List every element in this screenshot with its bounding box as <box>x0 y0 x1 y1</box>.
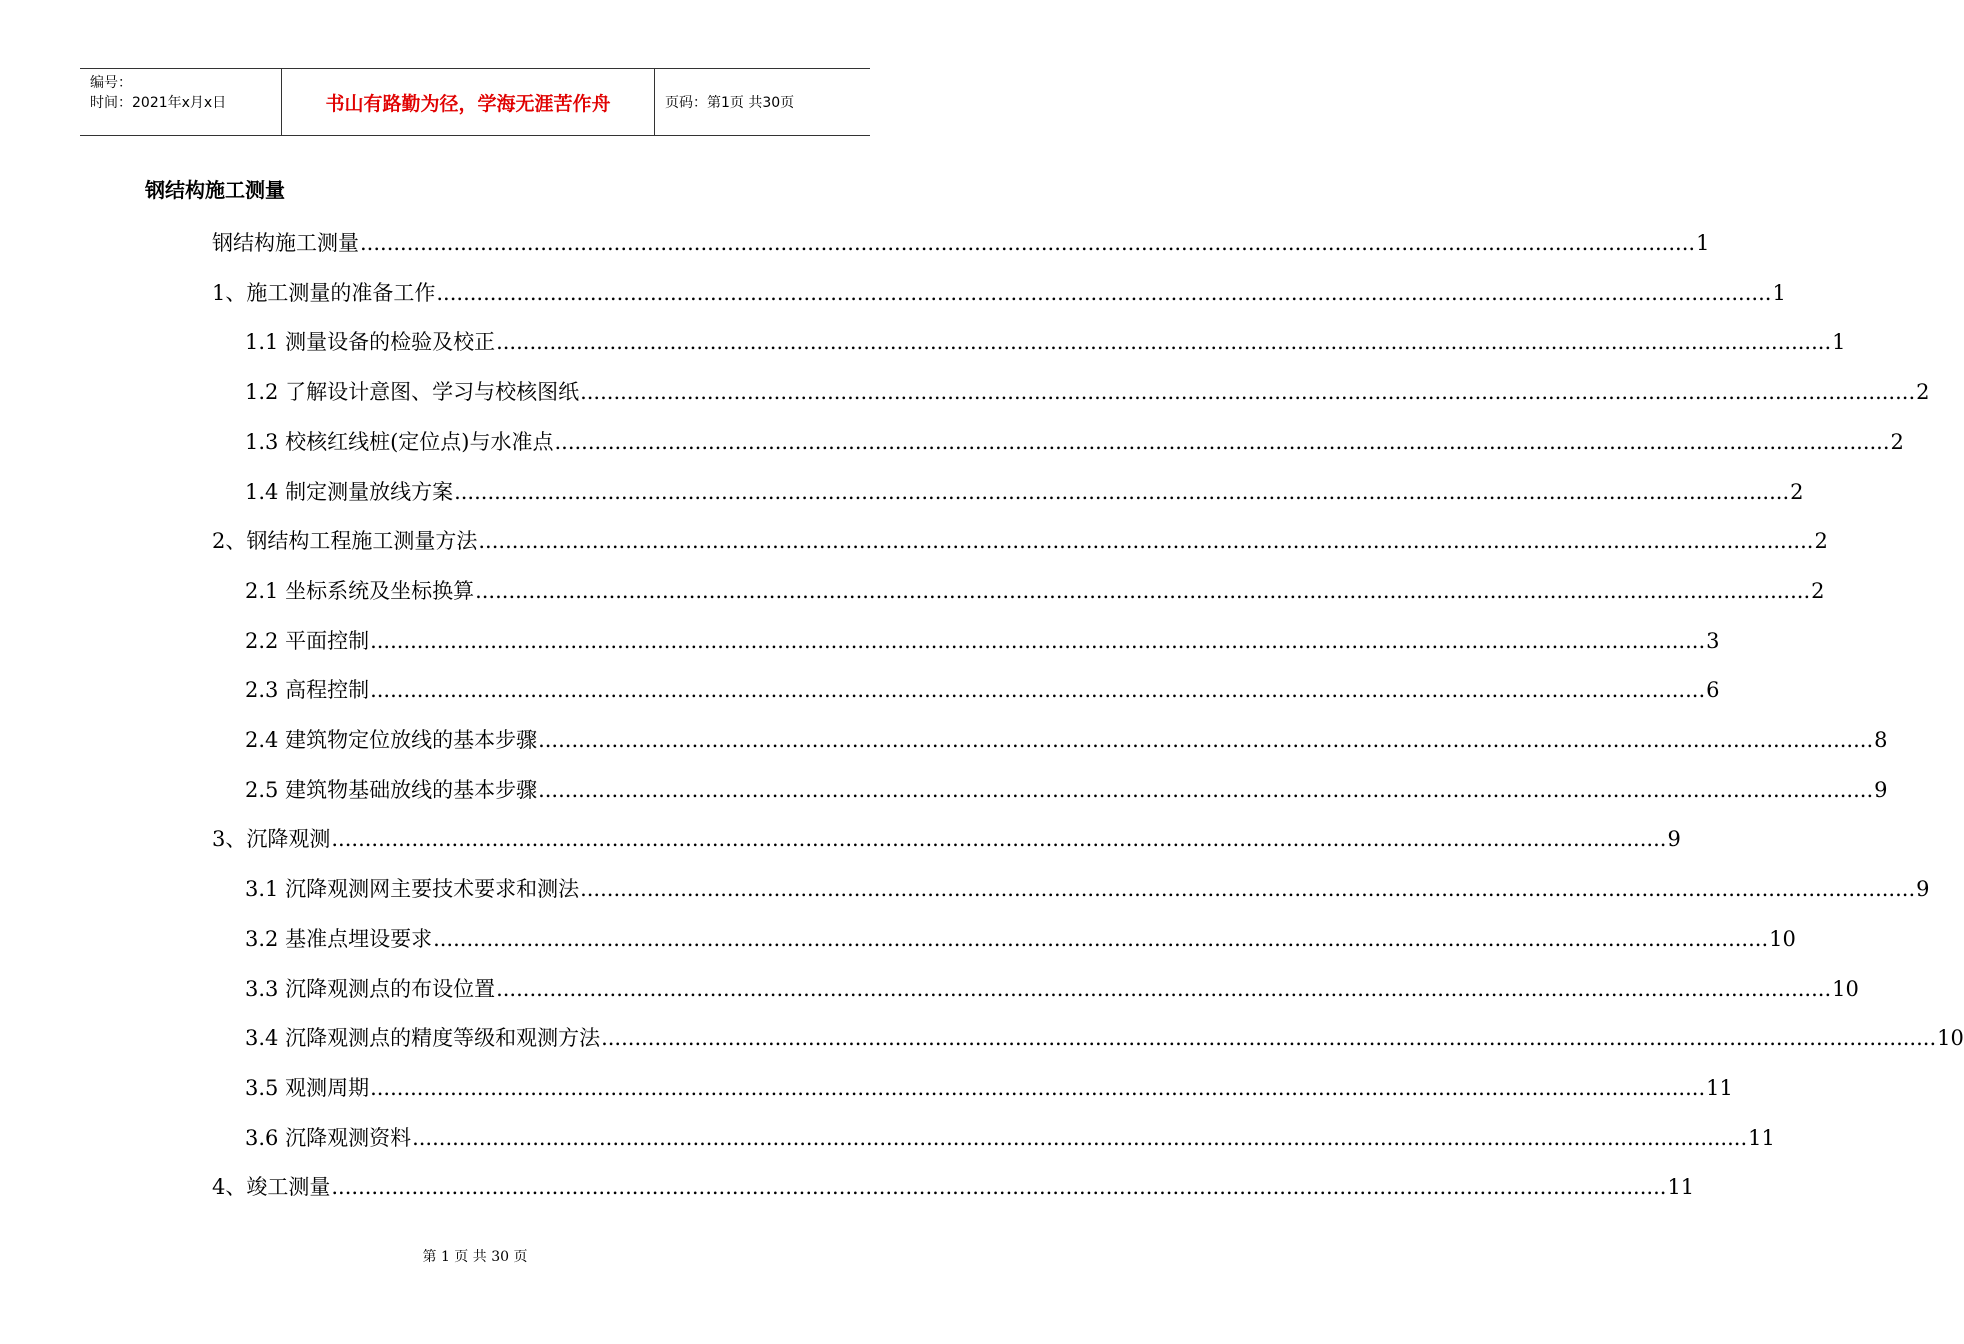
toc-dot-leader: ........................................................................................................................................................................................................ <box>360 231 1696 255</box>
toc-dot-leader: ........................................................................................................................................................................................................ <box>331 1175 1667 1200</box>
toc-entry[interactable] <box>245 719 1888 755</box>
toc-entry-title: 4、竣工测量 <box>212 1175 331 1200</box>
toc-entry[interactable] <box>245 421 1904 457</box>
toc-entry[interactable] <box>212 272 1786 308</box>
toc-entry-title: 2.4 建筑物定位放线的基本步骤 <box>245 728 538 752</box>
header-meta <box>80 69 282 135</box>
toc-entry-page: 2 <box>1814 529 1828 554</box>
date-label: 时间：2021年x月x日 <box>90 95 227 111</box>
toc-dot-leader: ........................................................................................................................................................................................................ <box>475 578 1811 603</box>
toc-entry-page: 10 <box>1769 926 1796 951</box>
toc-entry[interactable] <box>245 620 1720 656</box>
toc-entry[interactable] <box>245 1117 1775 1153</box>
document-title: 钢结构施工测量 <box>145 178 285 202</box>
toc-dot-leader: ........................................................................................................................................................................................................ <box>454 479 1790 504</box>
toc-entry[interactable] <box>212 520 1828 556</box>
toc-entry-title: 3.2 基准点埋设要求 <box>245 926 433 951</box>
toc-entry-page: 9 <box>1916 877 1930 902</box>
toc-entry-title: 3、沉降观测 <box>212 827 331 852</box>
toc-entry[interactable] <box>212 1166 1695 1202</box>
toc-dot-leader: ........................................................................................................................................................................................................ <box>496 976 1832 1001</box>
toc-dot-leader: ........................................................................................................................................................................................................ <box>370 678 1706 703</box>
toc-entry[interactable] <box>245 1067 1733 1103</box>
toc-dot-leader: ........................................................................................................................................................................................................ <box>580 380 1916 405</box>
toc-entry[interactable] <box>245 321 1846 357</box>
toc-dot-leader: ........................................................................................................................................................................................................ <box>412 1125 1748 1150</box>
toc-entry-title: 1.2 了解设计意图、学习与校核图纸 <box>245 380 580 405</box>
toc-entry-title: 2、钢结构工程施工测量方法 <box>212 529 478 554</box>
toc-entry[interactable] <box>245 769 1888 805</box>
toc-entry-title: 2.1 坐标系统及坐标换算 <box>245 578 475 603</box>
toc-entry-page: 2 <box>1890 429 1904 454</box>
toc-dot-leader: ........................................................................................................................................................................................................ <box>496 330 1832 355</box>
toc-entry-page: 2 <box>1916 380 1930 405</box>
toc-entry-page: 2 <box>1790 479 1804 504</box>
toc-dot-leader: ........................................................................................................................................................................................................ <box>370 1075 1706 1100</box>
toc-dot-leader: ........................................................................................................................................................................................................ <box>370 628 1706 653</box>
toc-entry-title: 1.4 制定测量放线方案 <box>245 479 454 504</box>
number-label: 编号： <box>90 75 132 91</box>
toc-entry-page: 9 <box>1874 777 1888 802</box>
toc-entry-page: 1 <box>1772 280 1786 305</box>
toc-entry[interactable] <box>212 818 1681 854</box>
toc-entry-page: 11 <box>1667 1175 1695 1200</box>
toc-entry[interactable] <box>245 669 1720 705</box>
toc-entry-title: 2.3 高程控制 <box>245 678 370 703</box>
toc-entry-page: 1 <box>1832 330 1846 355</box>
toc-entry-title: 2.5 建筑物基础放线的基本步骤 <box>245 777 538 802</box>
toc-dot-leader: ........................................................................................................................................................................................................ <box>478 529 1814 554</box>
toc-entry-page: 3 <box>1706 628 1720 653</box>
toc-dot-leader: ........................................................................................................................................................................................................ <box>601 1026 1937 1051</box>
toc-entry-page: 9 <box>1667 827 1681 852</box>
toc-entry-page: 2 <box>1811 578 1825 603</box>
toc-entry-page: 6 <box>1706 678 1720 703</box>
toc-entry-title: 3.6 沉降观测资料 <box>245 1125 412 1150</box>
toc-entry-page: 11 <box>1706 1075 1733 1100</box>
toc-dot-leader: ........................................................................................................................................................................................................ <box>554 429 1890 454</box>
toc-entry[interactable] <box>245 471 1804 507</box>
toc-entry-title: 1.1 测量设备的检验及校正 <box>245 330 496 355</box>
toc-entry-title: 1.3 校核红线桩(定位点)与水准点 <box>245 429 554 454</box>
toc-entry-title: 钢结构施工测量 <box>212 231 359 255</box>
toc-entry-title: 3.1 沉降观测网主要技术要求和测法 <box>245 877 580 902</box>
toc-dot-leader: ........................................................................................................................................................................................................ <box>580 877 1916 902</box>
toc-entry[interactable] <box>245 968 1859 1004</box>
toc-entry-page: 1 <box>1696 231 1710 255</box>
toc-entry-page: 11 <box>1748 1125 1775 1150</box>
toc-dot-leader: ........................................................................................................................................................................................................ <box>433 926 1769 951</box>
toc-entry-page: 8 <box>1874 728 1888 752</box>
toc-entry[interactable] <box>245 1017 1964 1053</box>
toc-entry-title: 3.4 沉降观测点的精度等级和观测方法 <box>245 1026 601 1051</box>
toc-entry[interactable] <box>245 570 1825 606</box>
toc-entry-page: 10 <box>1832 976 1859 1001</box>
toc-entry-title: 3.3 沉降观测点的布设位置 <box>245 976 496 1001</box>
toc-entry[interactable] <box>245 371 1930 407</box>
toc-entry-title: 1、施工测量的准备工作 <box>212 280 436 305</box>
toc-dot-leader: ........................................................................................................................................................................................................ <box>538 777 1874 802</box>
header-motto: 书山有路勤为径，学海无涯苦作舟 <box>282 69 655 135</box>
toc-entry[interactable] <box>245 918 1796 954</box>
toc-entry[interactable] <box>212 222 1710 258</box>
toc-entry[interactable] <box>245 868 1930 904</box>
toc-dot-leader: ........................................................................................................................................................................................................ <box>331 827 1667 852</box>
toc-dot-leader: ........................................................................................................................................................................................................ <box>436 280 1772 305</box>
header-page-info: 页码：第1页 共30页 <box>665 95 795 111</box>
toc-entry-page: 10 <box>1937 1026 1964 1051</box>
page-header <box>80 68 870 136</box>
toc-dot-leader: ........................................................................................................................................................................................................ <box>538 728 1874 752</box>
toc-entry-title: 3.5 观测周期 <box>245 1075 370 1100</box>
page-footer: 第 1 页 共 30 页 <box>422 1249 528 1265</box>
toc-entry-title: 2.2 平面控制 <box>245 628 370 653</box>
